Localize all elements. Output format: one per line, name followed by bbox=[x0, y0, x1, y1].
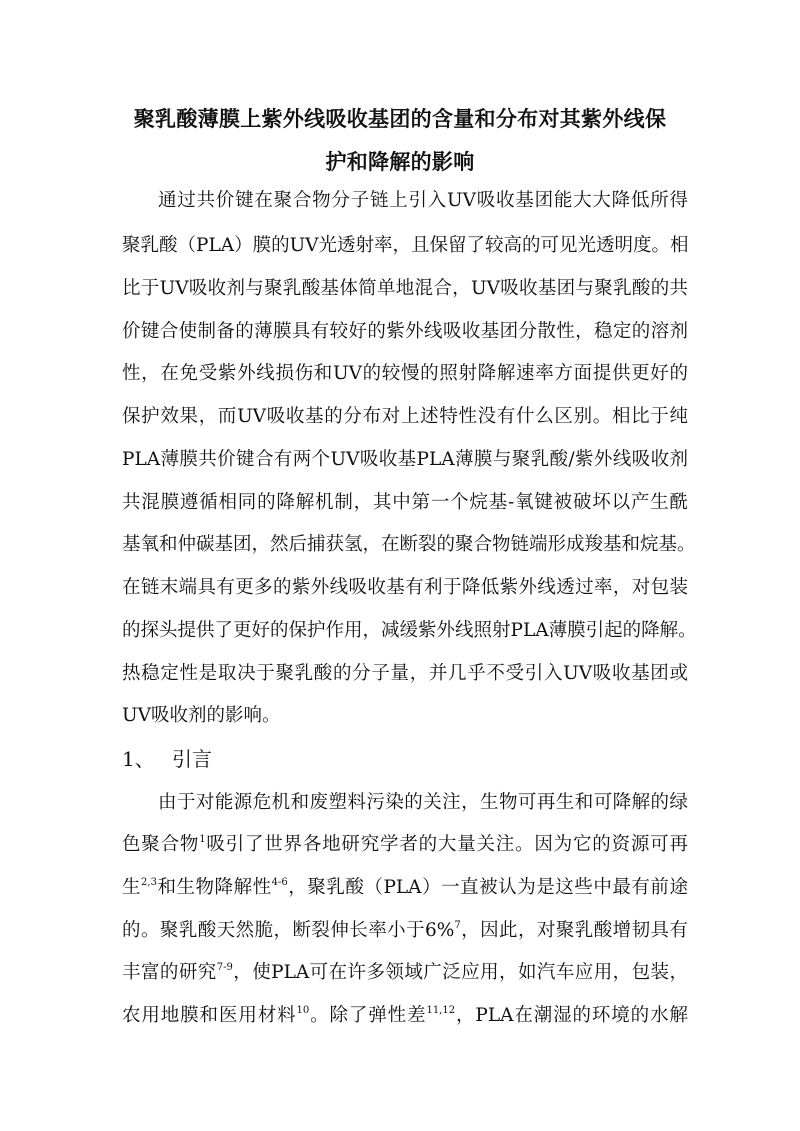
body-text: ，因此，对聚乳酸增韧具有 bbox=[460, 920, 688, 941]
body-text: 丰富的研究 bbox=[122, 962, 217, 983]
abstract-line: 在链末端具有更多的紫外线吸收基有利于降低紫外线透过率，对包装 bbox=[122, 577, 688, 598]
abstract-line: 聚乳酸（PLA）膜的UV光透射率，且保留了较高的可见光透明度。相 bbox=[122, 235, 689, 256]
body-line: 由于对能源危机和废塑料污染的关注，生物可再生和可降解的绿 bbox=[158, 792, 688, 813]
body-line bbox=[122, 916, 688, 942]
citation-ref: 1 bbox=[199, 834, 206, 845]
citation-ref: 7 bbox=[454, 920, 461, 931]
section-heading bbox=[122, 743, 212, 772]
abstract-line: 的探头提供了更好的保护作用，减缓紫外线照射PLA薄膜引起的降解。 bbox=[122, 620, 697, 641]
abstract-line: UV吸收剂的影响。 bbox=[122, 705, 281, 726]
abstract-line: 保护效果，而UV吸收基的分布对上述特性没有什么区别。相比于纯 bbox=[122, 406, 688, 427]
abstract-line: 热稳定性是取决于聚乳酸的分子量，并几乎不受引入UV吸收基团或 bbox=[122, 663, 688, 684]
body-text: ，使PLA可在许多领域广泛应用，如汽车应用，包装， bbox=[232, 962, 688, 983]
body-text: 色聚合物 bbox=[122, 834, 200, 855]
body-text: 的。聚乳酸天然脆，断裂伸长率小于6% bbox=[122, 920, 455, 941]
abstract-line: PLA薄膜共价键合有两个UV吸收基PLA薄膜与聚乳酸/紫外线吸收剂 bbox=[122, 449, 688, 470]
body-text: 。除了弹性差 bbox=[309, 1005, 427, 1026]
section-title: 引言 bbox=[172, 747, 212, 771]
body-text: 吸引了世界各地研究学者的大量关注。因为它的资源可再 bbox=[205, 834, 688, 855]
abstract-line: 性，在免受紫外线损伤和UV的较慢的照射降解速率方面提供更好的 bbox=[122, 363, 688, 384]
abstract-line: 价键合使制备的薄膜具有较好的紫外线吸收基团分散性，稳定的溶剂 bbox=[122, 321, 688, 342]
body-line bbox=[122, 830, 688, 856]
citation-ref: 10 bbox=[296, 1005, 310, 1016]
abstract-line: 基氧和仲碳基团，然后捕获氢，在断裂的聚合物链端形成羧基和烷基。 bbox=[122, 534, 696, 555]
abstract-line: 共混膜遵循相同的降解机制，其中第一个烷基-氧键被破坏以产生酰 bbox=[122, 492, 688, 513]
body-line bbox=[122, 958, 688, 984]
document-title-line-1: 聚乳酸薄膜上紫外线吸收基团的含量和分布对其紫外线保 bbox=[133, 107, 667, 131]
body-text: 生 bbox=[122, 877, 142, 898]
citation-ref: 2,3 bbox=[141, 877, 157, 888]
citation-ref: 11,12 bbox=[426, 1005, 456, 1016]
abstract-line: 比于UV吸收剂与聚乳酸基体简单地混合，UV吸收基团与聚乳酸的共 bbox=[122, 278, 688, 299]
body-text: ，PLA在潮湿的环境的水解 bbox=[455, 1005, 688, 1026]
body-line bbox=[122, 1001, 688, 1027]
body-text: ，聚乳酸（PLA）一直被认为是这些中最有前途 bbox=[287, 877, 688, 898]
abstract-line: 通过共价键在聚合物分子链上引入UV吸收基团能大大降低所得 bbox=[158, 190, 688, 211]
citation-ref: 4-6 bbox=[271, 877, 288, 888]
body-text: 农用地膜和医用材料 bbox=[122, 1005, 297, 1026]
body-text: 和生物降解性 bbox=[156, 877, 272, 898]
body-line bbox=[122, 873, 688, 899]
document-title-line-2: 护和降解的影响 bbox=[325, 150, 475, 174]
section-number: 1、 bbox=[122, 747, 155, 771]
citation-ref: 7-9 bbox=[216, 962, 233, 973]
